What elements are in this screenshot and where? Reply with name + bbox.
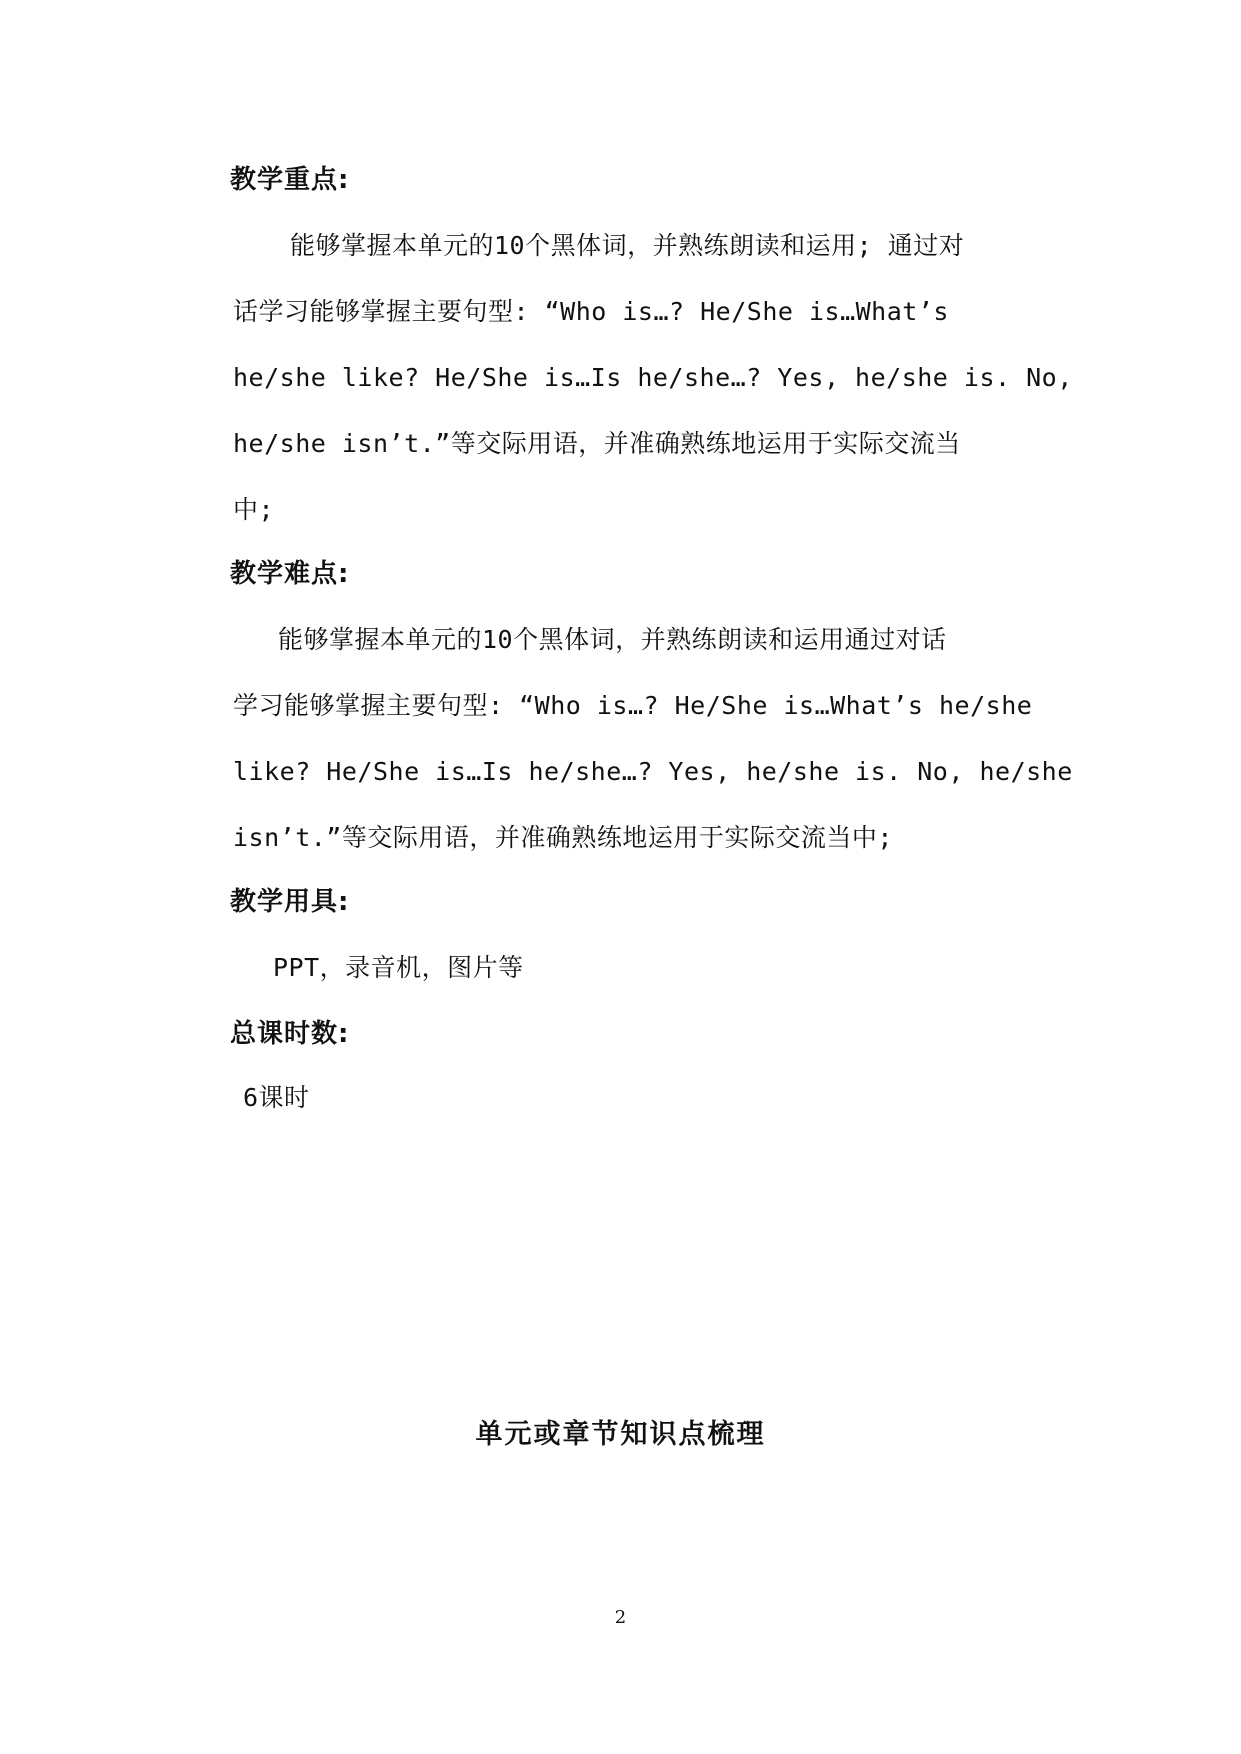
teaching-aids-text: PPT，录音机，图片等 — [273, 953, 524, 982]
key-points-line: 话学习能够掌握主要句型: “Who is…? He/She is…What’s — [233, 297, 949, 326]
key-points-line: he/she isn’t.”等交际用语，并准确熟练地运用于实际交流当 — [233, 429, 961, 458]
difficult-points-line: isn’t.”等交际用语，并准确熟练地运用于实际交流当中; — [233, 823, 893, 852]
difficult-points-line: like? He/She is…Is he/she…? Yes, he/she is. No, he/she — [233, 757, 1073, 786]
difficult-points-line: 能够掌握本单元的10个黑体词，并熟练朗读和运用通过对话 — [278, 625, 947, 654]
page-number: 2 — [614, 1607, 627, 1628]
teaching-aids-heading: 教学用具: — [230, 887, 350, 917]
total-hours-heading: 总课时数: — [230, 1019, 350, 1049]
difficult-points-heading: 教学难点: — [230, 559, 350, 589]
total-hours-text: 6课时 — [243, 1083, 310, 1112]
key-points-line: he/she like? He/She is…Is he/she…? Yes, he/she is. No, — [233, 363, 1073, 392]
difficult-points-line: 学习能够掌握主要句型: “Who is…? He/She is…What’s he/she — [233, 691, 1033, 720]
key-points-heading: 教学重点: — [230, 165, 350, 195]
key-points-line: 中; — [233, 495, 275, 524]
section-title: 单元或章节知识点梳理 — [475, 1419, 766, 1450]
key-points-line: 能够掌握本单元的10个黑体词，并熟练朗读和运用; 通过对 — [290, 231, 965, 260]
